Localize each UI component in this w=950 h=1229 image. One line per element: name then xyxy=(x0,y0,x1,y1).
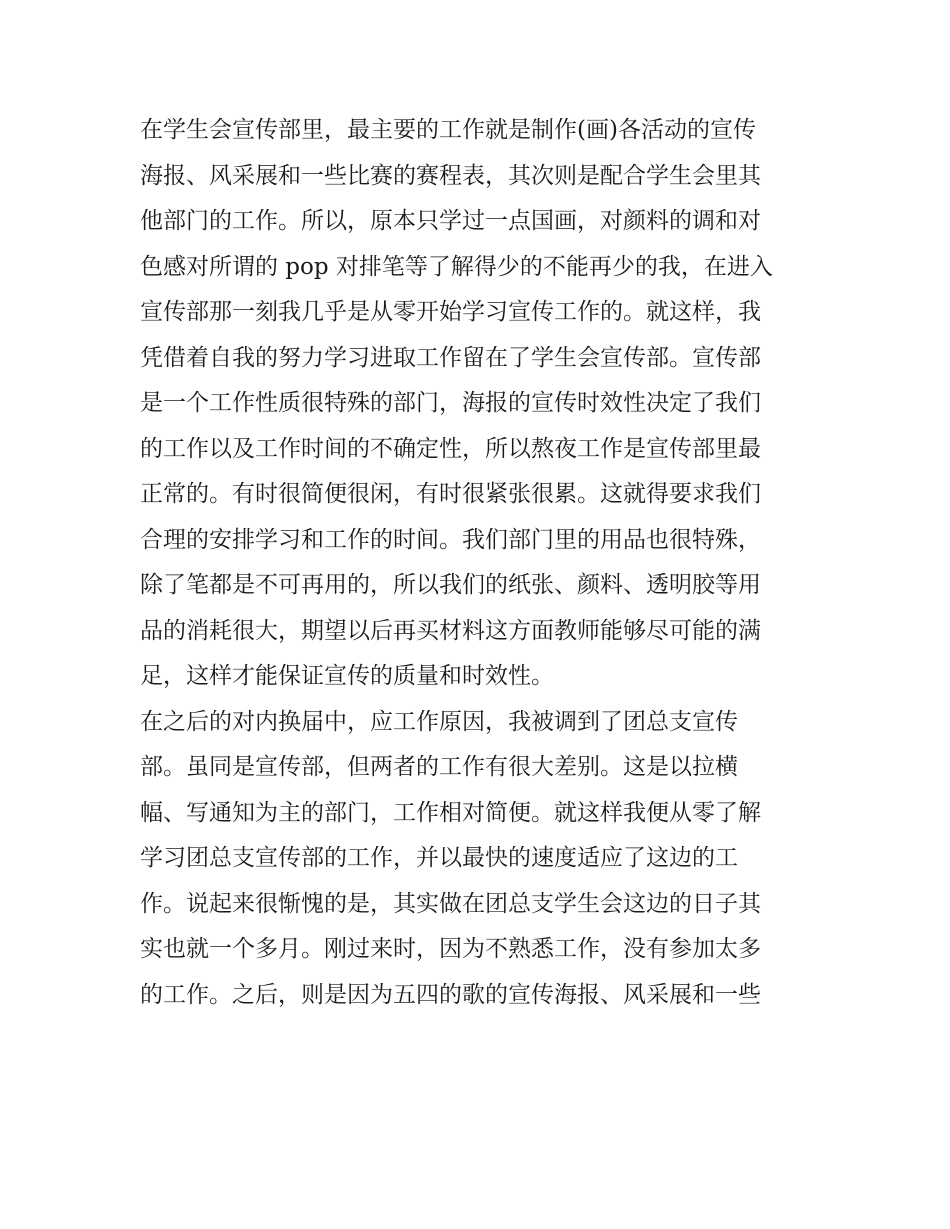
text-line: 在之后的对内换届中，应工作原因，我被调到了团总支宣传 xyxy=(140,708,738,735)
text-line: 宣传部那一刻我几乎是从零开始学习宣传工作的。就这样，我 xyxy=(140,299,761,325)
text-line: 凭借着自我的努力学习进取工作留在了学生会宣传部。宣传部 xyxy=(140,344,761,371)
text-line: 品的消耗很大，期望以后再买材料这方面教师能够尽可能的满 xyxy=(140,617,761,644)
text-line: 实也就一个多月。刚过来时，因为不熟悉工作，没有参加太多 xyxy=(140,936,761,962)
text-line: 正常的。有时很简便很闲，有时很紧张很累。这就得要求我们 xyxy=(140,481,761,507)
paragraph-2 xyxy=(140,700,820,1019)
text-line: 幅、写通知为主的部门，工作相对简便。就这样我便从零了解 xyxy=(140,799,761,826)
text-line: 的工作。之后，则是因为五四的歌的宣传海报、风采展和一些 xyxy=(140,981,761,1008)
paragraph-1 xyxy=(140,108,820,700)
text-line: 在学生会宣传部里，最主要的工作就是制作(画)各活动的宣传 xyxy=(140,117,756,143)
text-line: 海报、风采展和一些比赛的赛程表，其次则是配合学生会里其 xyxy=(140,162,761,189)
text-line: 他部门的工作。所以，原本只学过一点国画，对颜料的调和对 xyxy=(140,208,761,234)
text-line: 的工作以及工作时间的不确定性，所以熬夜工作是宣传部里最 xyxy=(140,435,761,462)
text-line: 合理的安排学习和工作的时间。我们部门里的用品也很特殊， xyxy=(140,526,761,553)
text-line: 色感对所谓的 pop 对排笔等了解得少的不能再少的我，在进入 xyxy=(140,253,773,280)
text-line: 是一个工作性质很特殊的部门，海报的宣传时效性决定了我们 xyxy=(140,390,761,416)
document-body xyxy=(140,108,820,1018)
text-line: 作。说起来很惭愧的是，其实做在团总支学生会这边的日子其 xyxy=(140,890,761,917)
text-line: 部。虽同是宣传部，但两者的工作有很大差别。这是以拉横 xyxy=(140,754,738,780)
text-line: 学习团总支宣传部的工作，并以最快的速度适应了这边的工 xyxy=(140,845,738,871)
text-line: 除了笔都是不可再用的，所以我们的纸张、颜料、透明胶等用 xyxy=(140,572,761,598)
text-line: 足，这样才能保证宣传的质量和时效性。 xyxy=(140,663,554,689)
